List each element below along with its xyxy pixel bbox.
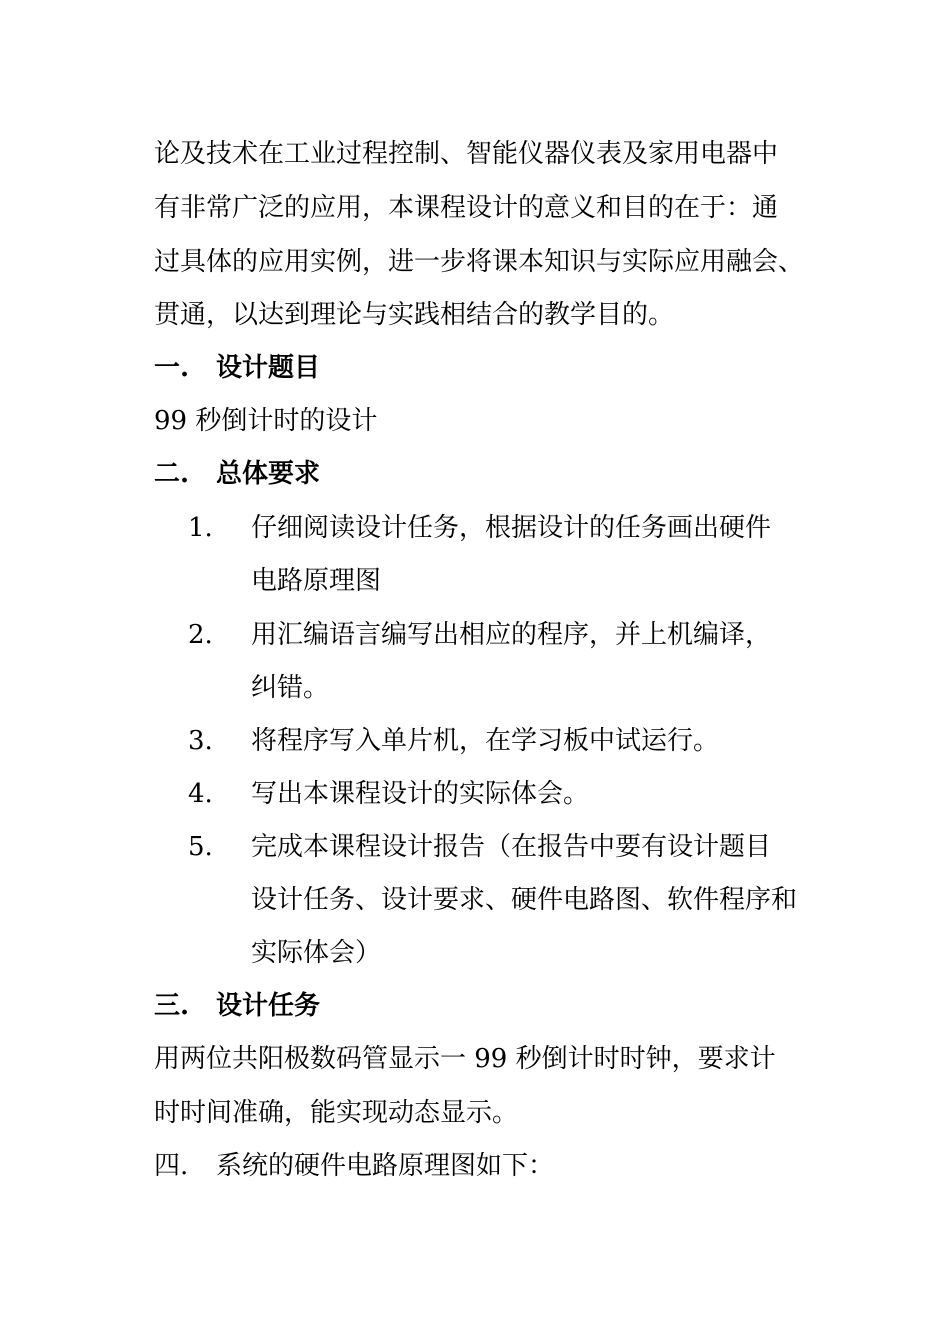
section-4-title: 系统的硬件电路原理图如下： — [216, 1151, 555, 1181]
list-item-text: 电路原理图 — [251, 566, 382, 596]
section-3-heading — [154, 989, 320, 1023]
list-item-text: 设计任务、设计要求、硬件电路图、软件程序和 — [251, 885, 798, 915]
section-1-heading — [154, 351, 320, 385]
section-1-number: 一. — [154, 353, 190, 383]
list-item-text: 实际体会） — [251, 938, 382, 968]
list-item-text: 写出本课程设计的实际体会。 — [251, 779, 590, 809]
list-item-number: 2. — [188, 620, 213, 650]
intro-line-4: 贯通，以达到理论与实践相结合的教学目的。 — [154, 300, 675, 330]
list-item-number: 3. — [188, 726, 213, 756]
section-3-line-2: 时时间准确，能实现动态显示。 — [154, 1098, 519, 1128]
intro-line-3: 过具体的应用实例，进一步将课本知识与实际应用融会、 — [154, 247, 805, 277]
list-item-text: 完成本课程设计报告（在报告中要有设计题目 — [251, 832, 772, 862]
section-2-number: 二. — [154, 459, 190, 489]
section-4-number: 四. — [154, 1151, 189, 1181]
list-item-text: 仔细阅读设计任务，根据设计的任务画出硬件 — [251, 513, 772, 543]
intro-line-2: 有非常广泛的应用，本课程设计的意义和目的在于：通 — [154, 193, 779, 223]
section-3-title: 设计任务 — [216, 991, 321, 1021]
section-1-title: 设计题目 — [216, 353, 321, 383]
section-2-heading — [154, 457, 320, 491]
list-item-number: 4. — [188, 779, 213, 809]
section-3-line-1: 用两位共阳极数码管显示一 99 秒倒计时时钟，要求计 — [154, 1044, 776, 1074]
intro-line-1: 论及技术在工业过程控制、智能仪器仪表及家用电器中 — [154, 139, 779, 169]
list-item-number: 5. — [188, 832, 213, 862]
list-item-text: 用汇编语言编写出相应的程序，并上机编译， — [251, 620, 772, 650]
list-item-text: 将程序写入单片机，在学习板中试运行。 — [251, 726, 720, 756]
section-4-heading — [154, 1149, 554, 1183]
list-item-text: 纠错。 — [251, 673, 330, 703]
section-2-title: 总体要求 — [216, 459, 321, 489]
section-1-body: 99 秒倒计时的设计 — [154, 406, 378, 436]
list-item-number: 1. — [188, 513, 213, 543]
section-3-number: 三. — [154, 991, 190, 1021]
